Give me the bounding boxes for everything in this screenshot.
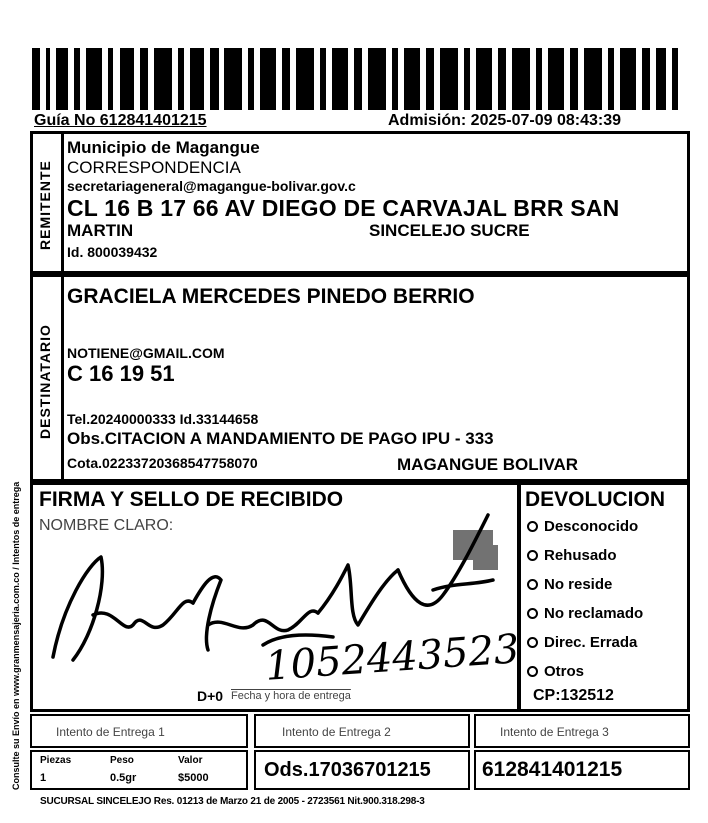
sender-box [30, 131, 690, 274]
recipient-address: C 16 19 51 [67, 361, 175, 386]
guide-number-footer: 612841401215 [482, 758, 623, 781]
receipt-box [30, 482, 520, 712]
sender-type: CORRESPONDENCIA [67, 158, 241, 177]
ods-cell [254, 750, 470, 790]
return-option-wrong-address[interactable]: Direc. Errada [527, 634, 637, 651]
recipient-phone-id: Tel.20240000333 Id.33144658 [67, 411, 259, 427]
weight-value: 0.5gr [110, 772, 137, 784]
name-label: NOMBRE CLARO: [39, 517, 174, 534]
ods-number: Ods.17036701215 [264, 759, 431, 781]
barcode [32, 48, 680, 110]
guide-number: Guía No 612841401215 [34, 112, 207, 129]
sender-address-1: CL 16 B 17 66 AV DIEGO DE CARVAJAL BRR SAN [67, 195, 620, 221]
return-option-refused[interactable]: Rehusado [527, 547, 617, 564]
sender-city: SINCELEJO SUCRE [369, 221, 530, 240]
value-label: Valor [178, 755, 203, 766]
recipient-obs: Obs.CITACION A MANDAMIENTO DE PAGO IPU - 333 [67, 429, 494, 448]
returns-title: DEVOLUCION [525, 488, 666, 511]
side-text: Consulte su Envío en www.granmensajeria.com.co / Intentos de entrega [11, 481, 21, 790]
barcode-graphic [32, 48, 680, 110]
return-option-unclaimed[interactable]: No reclamado [527, 605, 643, 622]
footer-legal: SUCURSAL SINCELEJO Res. 01213 de Marzo 21 de 2005 - 2723561 Nit.900.318.298-3 [40, 796, 425, 807]
weight-label: Peso [110, 755, 134, 766]
return-option-unknown[interactable]: Desconocido [527, 518, 638, 535]
pieces-label: Piezas [40, 755, 72, 766]
package-info [30, 750, 248, 790]
returns-box [518, 482, 690, 712]
return-option-not-reside[interactable]: No reside [527, 576, 612, 593]
date-hour-label: Fecha y hora de entrega [231, 690, 351, 702]
sender-address-2: MARTIN [67, 221, 134, 240]
attempt-2: Intento de Entrega 2 [254, 714, 470, 748]
postal-code: CP:132512 [533, 687, 614, 704]
sender-label: REMITENTE [37, 160, 53, 250]
recipient-label: DESTINATARIO [37, 324, 53, 440]
pieces-value: 1 [40, 772, 47, 784]
return-option-other[interactable]: Otros [527, 663, 584, 680]
guide-cell [474, 750, 690, 790]
attempt-3: Intento de Entrega 3 [474, 714, 690, 748]
admission-date: Admisión: 2025-07-09 08:43:39 [388, 112, 621, 129]
recipient-name: GRACIELA MERCEDES PINEDO BERRIO [67, 285, 475, 308]
recipient-email: NOTIENE@GMAIL.COM [67, 345, 225, 361]
recipient-cota: Cota.02233720368547758070 [67, 455, 258, 471]
sender-name: Municipio de Magangue [67, 138, 260, 157]
recipient-box [30, 274, 690, 482]
date-label: D+0 [197, 688, 224, 704]
declared-value: $5000 [178, 772, 209, 784]
recipient-city: MAGANGUE BOLIVAR [397, 455, 579, 474]
handwritten-id: 1052443523 [263, 626, 521, 690]
attempt-1: Intento de Entrega 1 [30, 714, 248, 748]
sender-email: secretariageneral@magangue-bolivar.gov.c [67, 178, 356, 194]
sender-id: Id. 800039432 [67, 244, 158, 260]
receipt-title: FIRMA Y SELLO DE RECIBIDO [39, 488, 344, 511]
